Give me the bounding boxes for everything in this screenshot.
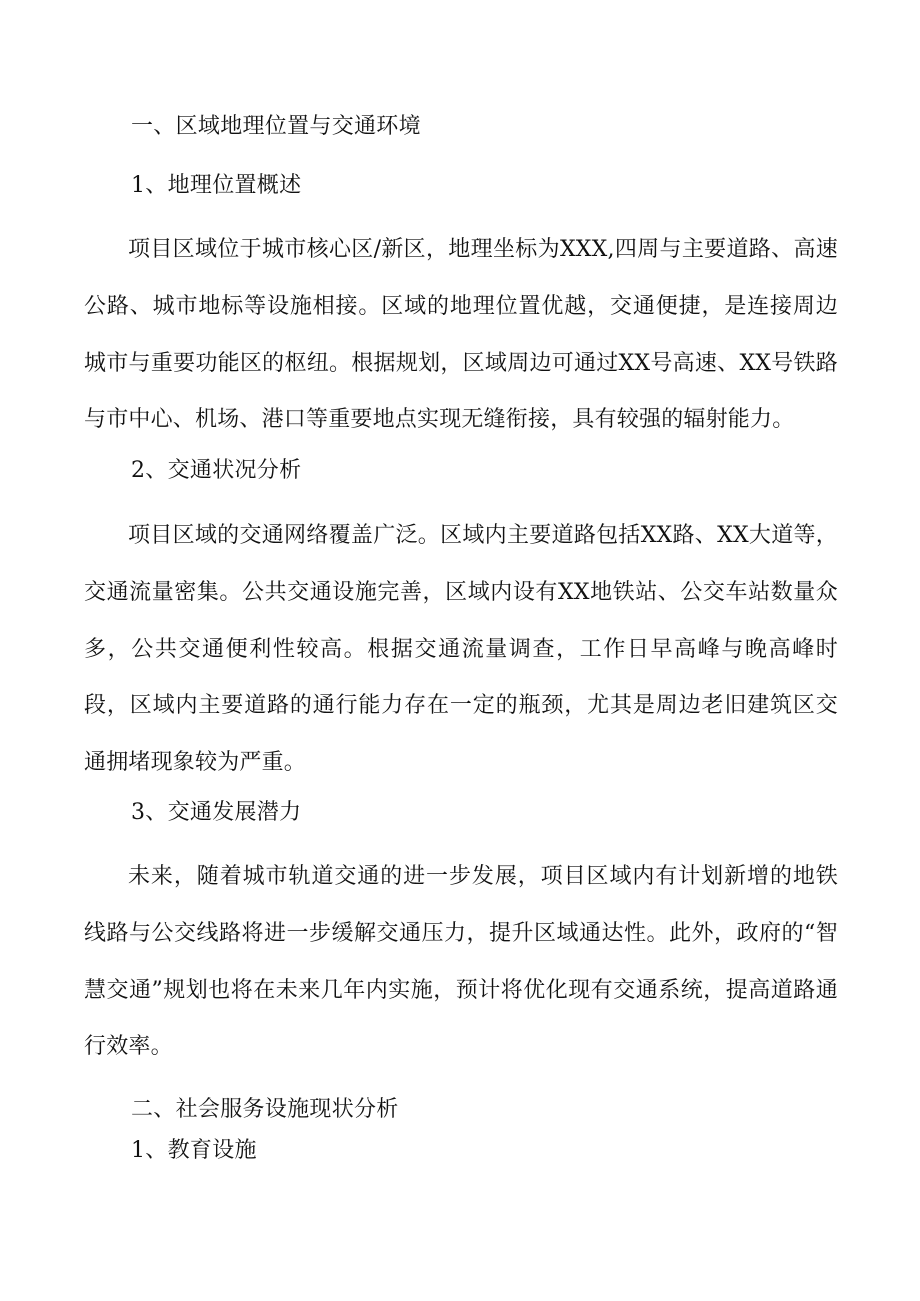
subsection-1-3-paragraph: 未来，随着城市轨道交通的进一步发展，项目区域内有计划新增的地铁线路与公交线路将进一步缓解交通压力，提升区域通达性。此外，政府的“智慧交通”规划也将在未来几年内实施，预计将优化现有交通系统，提高道路通行效率。 (84, 864, 838, 1060)
subsection-1-3-heading: 3、交通发展潜力 (131, 800, 302, 825)
subsection-1-2-heading: 2、交通状况分析 (131, 458, 302, 483)
section-2-heading: 二、社会服务设施现状分析 (131, 1097, 399, 1122)
section-1-heading: 一、区域地理位置与交通环境 (131, 114, 421, 139)
subsection-1-1-heading: 1、地理位置概述 (131, 173, 302, 198)
subsection-1-2-paragraph: 项目区域的交通网络覆盖广泛。区域内主要道路包括XX路、XX大道等，交通流量密集。公共交通设施完善，区域内设有XX地铁站、公交车站数量众多，公共交通便利性较高。根据交通流量调查，工作日早高峰与晚高峰时段，区域内主要道路的通行能力存在一定的瓶颈，尤其是周边老旧建筑区交通拥堵现象较为严重。 (84, 523, 838, 776)
subsection-2-1-heading: 1、教育设施 (131, 1138, 257, 1163)
subsection-1-1-paragraph: 项目区域位于城市核心区/新区，地理坐标为XXX,四周与主要道路、高速公路、城市地标等设施相接。区域的地理位置优越，交通便捷，是连接周边城市与重要功能区的枢纽。根据规划，区域周边可通过XX号高速、XX号铁路与市中心、机场、港口等重要地点实现无缝衔接，具有较强的辐射能力。 (84, 237, 838, 433)
